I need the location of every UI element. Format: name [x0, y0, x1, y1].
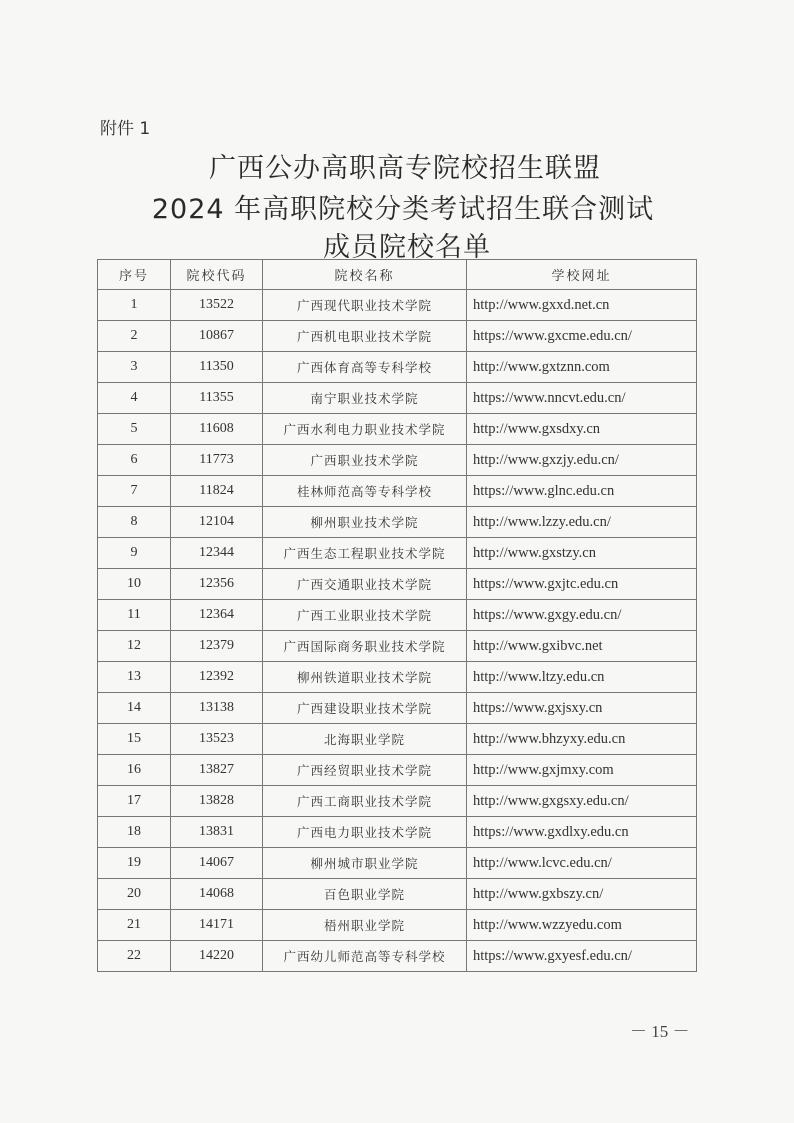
table-row — [98, 507, 697, 538]
header-school-website: 学校网址 — [467, 260, 697, 290]
school-code-cell: 13831 — [171, 817, 263, 848]
table-row — [98, 352, 697, 383]
serial-number-cell: 5 — [98, 414, 171, 445]
school-name-cell: 广西机电职业技术学院 — [263, 321, 467, 352]
serial-number-cell: 7 — [98, 476, 171, 507]
school-name-cell: 广西交通职业技术学院 — [263, 569, 467, 600]
member-schools-table — [97, 259, 697, 972]
school-website-cell: https://www.gxjtc.edu.cn — [467, 569, 697, 600]
serial-number-cell: 3 — [98, 352, 171, 383]
serial-number-cell: 19 — [98, 848, 171, 879]
school-website-cell: http://www.gxsdxy.cn — [467, 414, 697, 445]
school-code-cell: 14220 — [171, 941, 263, 972]
school-code-cell: 13138 — [171, 693, 263, 724]
serial-number-cell: 11 — [98, 600, 171, 631]
serial-number-cell: 13 — [98, 662, 171, 693]
serial-number-cell: 2 — [98, 321, 171, 352]
serial-number-cell: 1 — [98, 290, 171, 321]
school-code-cell: 13523 — [171, 724, 263, 755]
school-website-cell: https://www.gxcme.edu.cn/ — [467, 321, 697, 352]
school-website-cell: http://www.lcvc.edu.cn/ — [467, 848, 697, 879]
school-code-cell: 13827 — [171, 755, 263, 786]
table-row — [98, 755, 697, 786]
school-code-cell: 10867 — [171, 321, 263, 352]
attachment-label: 附件 1 — [100, 119, 151, 139]
serial-number-cell: 15 — [98, 724, 171, 755]
school-website-cell: https://www.glnc.edu.cn — [467, 476, 697, 507]
table-row — [98, 910, 697, 941]
school-code-cell: 14171 — [171, 910, 263, 941]
school-code-cell: 11608 — [171, 414, 263, 445]
school-website-cell: http://www.gxgsxy.edu.cn/ — [467, 786, 697, 817]
school-code-cell: 12379 — [171, 631, 263, 662]
school-website-cell: https://www.gxdlxy.edu.cn — [467, 817, 697, 848]
table-row — [98, 848, 697, 879]
school-website-cell: https://www.nncvt.edu.cn/ — [467, 383, 697, 414]
serial-number-cell: 14 — [98, 693, 171, 724]
school-code-cell: 11824 — [171, 476, 263, 507]
school-name-cell: 柳州职业技术学院 — [263, 507, 467, 538]
table-row — [98, 600, 697, 631]
table-row — [98, 662, 697, 693]
school-code-cell: 12364 — [171, 600, 263, 631]
school-website-cell: http://www.gxzjy.edu.cn/ — [467, 445, 697, 476]
table-row — [98, 414, 697, 445]
school-name-cell: 柳州城市职业学院 — [263, 848, 467, 879]
table-header-row — [98, 260, 697, 290]
school-name-cell: 柳州铁道职业技术学院 — [263, 662, 467, 693]
school-website-cell: https://www.gxjsxy.cn — [467, 693, 697, 724]
school-website-cell: http://www.wzzyedu.com — [467, 910, 697, 941]
school-name-cell: 梧州职业学院 — [263, 910, 467, 941]
table-row — [98, 383, 697, 414]
school-code-cell: 11773 — [171, 445, 263, 476]
school-website-cell: https://www.gxgy.edu.cn/ — [467, 600, 697, 631]
school-name-cell: 广西生态工程职业技术学院 — [263, 538, 467, 569]
table-row — [98, 445, 697, 476]
school-website-cell: https://www.gxyesf.edu.cn/ — [467, 941, 697, 972]
table-row — [98, 693, 697, 724]
school-name-cell: 广西建设职业技术学院 — [263, 693, 467, 724]
school-name-cell: 广西电力职业技术学院 — [263, 817, 467, 848]
serial-number-cell: 12 — [98, 631, 171, 662]
title-line-1: 广西公办高职高专院校招生联盟 — [209, 153, 601, 184]
school-website-cell: http://www.gxtznn.com — [467, 352, 697, 383]
serial-number-cell: 4 — [98, 383, 171, 414]
table-row — [98, 290, 697, 321]
serial-number-cell: 10 — [98, 569, 171, 600]
school-name-cell: 广西工业职业技术学院 — [263, 600, 467, 631]
page-number: － 15 － — [630, 1022, 690, 1041]
school-name-cell: 广西职业技术学院 — [263, 445, 467, 476]
table-row — [98, 724, 697, 755]
school-code-cell: 12344 — [171, 538, 263, 569]
school-website-cell: http://www.bhzyxy.edu.cn — [467, 724, 697, 755]
serial-number-cell: 20 — [98, 879, 171, 910]
school-name-cell: 广西幼儿师范高等专科学校 — [263, 941, 467, 972]
title-line-3: 成员院校名单 — [323, 232, 491, 263]
table-row — [98, 321, 697, 352]
title-line-2: 2024 年高职院校分类考试招生联合测试 — [151, 194, 655, 225]
serial-number-cell: 6 — [98, 445, 171, 476]
table-body — [98, 290, 697, 972]
table-row — [98, 631, 697, 662]
school-website-cell: http://www.lzzy.edu.cn/ — [467, 507, 697, 538]
serial-number-cell: 21 — [98, 910, 171, 941]
school-name-cell: 广西现代职业技术学院 — [263, 290, 467, 321]
table-row — [98, 879, 697, 910]
serial-number-cell: 17 — [98, 786, 171, 817]
table-row — [98, 538, 697, 569]
serial-number-cell: 22 — [98, 941, 171, 972]
school-name-cell: 百色职业学院 — [263, 879, 467, 910]
school-website-cell: http://www.gxstzy.cn — [467, 538, 697, 569]
school-website-cell: http://www.gxxd.net.cn — [467, 290, 697, 321]
school-name-cell: 广西经贸职业技术学院 — [263, 755, 467, 786]
school-code-cell: 12392 — [171, 662, 263, 693]
table-row — [98, 817, 697, 848]
school-name-cell: 南宁职业技术学院 — [263, 383, 467, 414]
school-website-cell: http://www.gxibvc.net — [467, 631, 697, 662]
school-name-cell: 广西水利电力职业技术学院 — [263, 414, 467, 445]
school-name-cell: 北海职业学院 — [263, 724, 467, 755]
table-row — [98, 476, 697, 507]
serial-number-cell: 18 — [98, 817, 171, 848]
table-row — [98, 941, 697, 972]
table-row — [98, 786, 697, 817]
serial-number-cell: 16 — [98, 755, 171, 786]
school-code-cell: 14067 — [171, 848, 263, 879]
school-name-cell: 广西体育高等专科学校 — [263, 352, 467, 383]
school-code-cell: 11355 — [171, 383, 263, 414]
header-school-name: 院校名称 — [263, 260, 467, 290]
school-website-cell: http://www.gxjmxy.com — [467, 755, 697, 786]
header-school-code: 院校代码 — [171, 260, 263, 290]
school-code-cell: 12356 — [171, 569, 263, 600]
school-code-cell: 11350 — [171, 352, 263, 383]
header-serial-number: 序号 — [98, 260, 171, 290]
school-name-cell: 广西工商职业技术学院 — [263, 786, 467, 817]
school-code-cell: 13522 — [171, 290, 263, 321]
school-website-cell: http://www.gxbszy.cn/ — [467, 879, 697, 910]
serial-number-cell: 8 — [98, 507, 171, 538]
school-code-cell: 12104 — [171, 507, 263, 538]
school-website-cell: http://www.ltzy.edu.cn — [467, 662, 697, 693]
school-code-cell: 14068 — [171, 879, 263, 910]
school-code-cell: 13828 — [171, 786, 263, 817]
serial-number-cell: 9 — [98, 538, 171, 569]
table-row — [98, 569, 697, 600]
school-name-cell: 桂林师范高等专科学校 — [263, 476, 467, 507]
school-name-cell: 广西国际商务职业技术学院 — [263, 631, 467, 662]
